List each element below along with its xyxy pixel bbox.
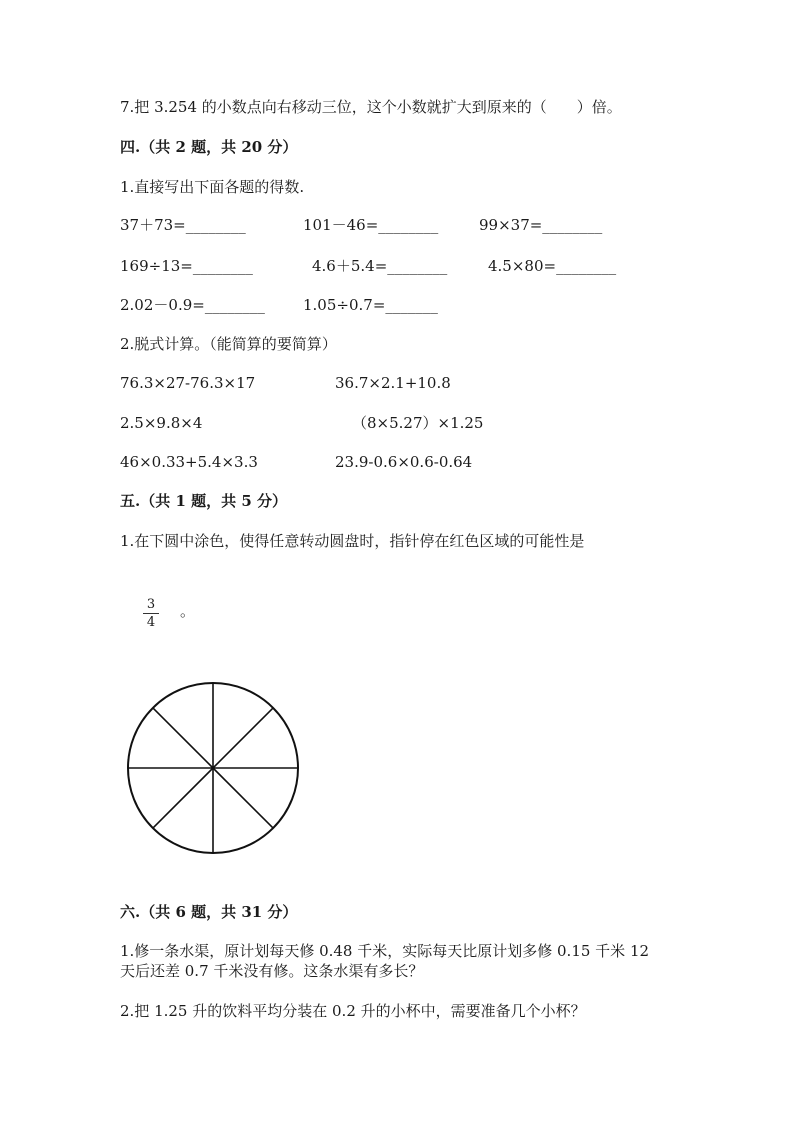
expression-item: 76.3×27-76.3×17 [120,374,256,392]
expression-item: 36.7×2.1+10.8 [335,374,451,392]
expression-item: （8×5.27）×1.25 [352,414,484,432]
section-4-q2-prompt: 2.脱式计算。（能简算的要简算） [120,335,337,353]
oral-calc-item: 1.05÷0.7=_______ [303,296,438,314]
expression-item: 23.9-0.6×0.6-0.64 [335,453,473,471]
fraction-numerator: 3 [143,597,159,614]
section-4-q1-prompt: 1.直接写出下面各题的得数. [120,178,305,196]
expression-item: 2.5×9.8×4 [120,414,203,432]
oral-calc-item: 4.6＋5.4=________ [312,257,448,275]
expression-item: 46×0.33+5.4×3.3 [120,453,258,471]
sector-divider [153,708,213,768]
spinner-wheel[interactable] [123,679,303,859]
oral-calc-item: 169÷13=________ [120,257,253,275]
oral-calc-item: 2.02－0.9=________ [120,296,265,314]
sector-divider [213,768,273,828]
section-6-q2: 2.把 1.25 升的饮料平均分装在 0.2 升的小杯中，需要准备几个小杯？ [120,1002,586,1020]
oral-calc-item: 37＋73=________ [120,216,246,234]
section-5-q1-prompt: 1.在下圆中涂色，使得任意转动圆盘时，指针停在红色区域的可能性是 [120,532,585,550]
fraction-denominator: 4 [146,615,156,630]
section-6-q1-line-2: 天后还差 0.7 千米没有修。这条水渠有多长？ [120,962,424,980]
section-6-heading: 六.（共 6 题，共 31 分） [120,903,298,921]
sentence-period: 。 [180,602,196,620]
sector-divider [213,708,273,768]
section-6-q1-line-1: 1.修一条水渠，原计划每天修 0.48 千米，实际每天比原计划多修 0.15 千米 12 [120,942,650,960]
section-5-heading: 五.（共 1 题，共 5 分） [120,492,287,510]
oral-calc-item: 101－46=________ [303,216,439,234]
probability-fraction [143,597,159,630]
question-7: 7.把 3.254 的小数点向右移动三位，这个小数就扩大到原来的（ ）倍。 [120,98,622,116]
oral-calc-item: 4.5×80=________ [488,257,617,275]
wheel-spokes [128,683,298,853]
sector-divider [153,768,213,828]
oral-calc-item: 99×37=________ [479,216,603,234]
section-4-heading: 四.（共 2 题，共 20 分） [120,138,298,156]
